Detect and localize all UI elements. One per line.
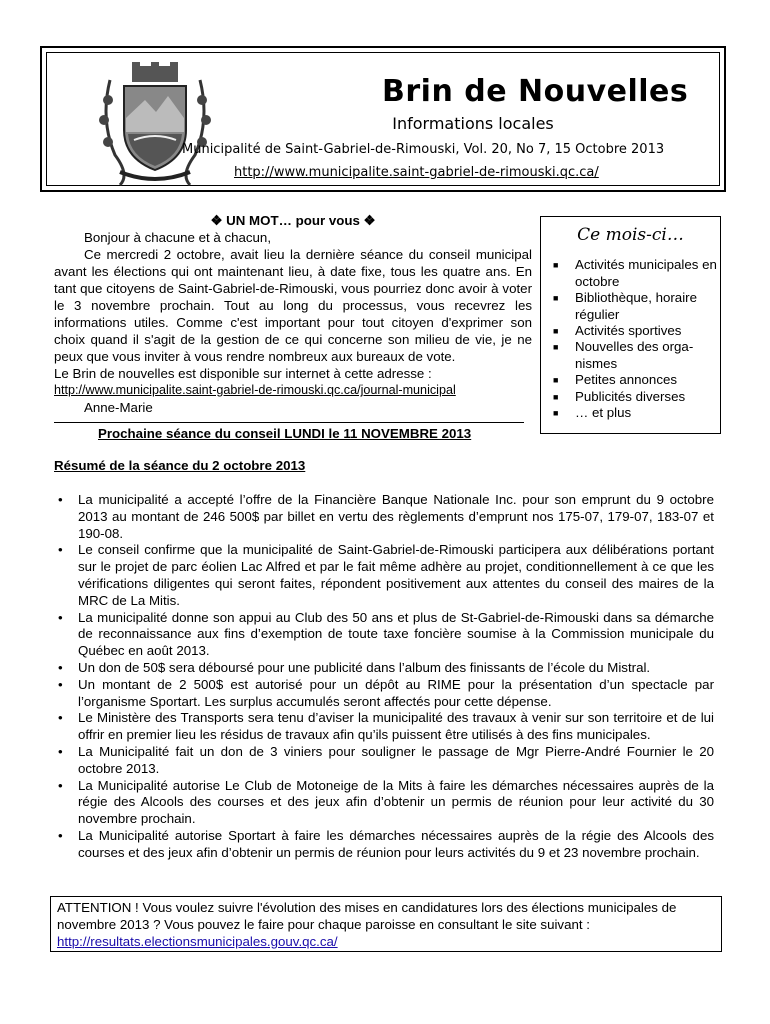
article-signature: Anne-Marie [84, 400, 153, 415]
newsletter-title: Brin de Nouvelles [382, 74, 689, 109]
summary-item: • La Municipalité fait un don de 3 viniers pour souligner le passage de Mgr Pierre-André Fournier le 20 octobre 2013. [58, 743, 714, 776]
list-item: ■ Nouvelles des orga-nismes [553, 339, 694, 371]
summary-item: • La municipalité a accepté l’offre de la Financière Banque Nationale Inc. pour son emprunt du 9 octobre 2013 au montant de 246 500$ par billet en vertu des règlements d’emprunt nos 175-07, 179-07, 183-07 et 190-08. [58, 492, 714, 541]
bullet-icon: • [58, 609, 63, 625]
meeting-summary-list [54, 492, 714, 862]
summary-item: • Un montant de 2 500$ est autorisé pour un dépôt au RIME pour la présentation d’un spectacle par l’organisme Sportart. Les surplus accumulés seront affectés pour cette dépense. [58, 676, 714, 709]
bullet-icon: • [58, 743, 63, 759]
this-month-list [541, 257, 720, 421]
newsletter-subtitle: Informations locales [392, 114, 554, 133]
article-paragraph: Ce mercredi 2 octobre, avait lieu la dernière séance du conseil municipal avant les élections qui ont maintenant lieu, à date fixe, tous les quatre ans. En tant que citoyens de Saint-Gabriel-de-Rimouski, vous pourriez donc avoir à voter le 3 novembre prochain. Tout au long du processus, vous recevrez les informations utiles. Comme c'est important pour tout citoyen d'exprimer son choix quand il s'agit de la gestion de ce qui concerne son milieu de vie, je ne peux que vous inviter à vous rendre nombreux aux bureaux de vote. [54, 247, 532, 364]
square-bullet-icon: ■ [553, 342, 559, 353]
summary-item: • Un don de 50$ sera déboursé pour une publicité dans l’album des finissants de l’école du Mistral. [58, 659, 651, 675]
square-bullet-icon: ■ [553, 260, 559, 271]
square-bullet-icon: ■ [553, 375, 559, 386]
list-item: ■ … et plus [553, 405, 632, 421]
square-bullet-icon: ■ [553, 408, 559, 419]
summary-item: • Le conseil confirme que la municipalité de Saint-Gabriel-de-Rimouski participera aux délibérations portant sur le projet de parc éolien Lac Alfred et par le fait même adhère au projet, conditionnellement à ce que les vérifications diligentes qui seront faites, répondent positivement aux attentes du conseil des maires de la MRC de La Mitis. [58, 542, 714, 608]
website-link[interactable]: http://www.municipalite.saint-gabriel-de-rimouski.qc.ca/ [234, 165, 599, 180]
square-bullet-icon: ■ [553, 391, 559, 402]
divider [54, 422, 524, 423]
bullet-icon: • [58, 710, 63, 726]
election-results-link[interactable]: http://resultats.electionsmunicipales.gouv.qc.ca/ [57, 933, 338, 949]
bullet-icon: • [58, 542, 63, 558]
article-heading: ❖ UN MOT… pour vous ❖ [210, 213, 376, 228]
attention-text: ATTENTION ! Vous voulez suivre l'évolution des mises en candidatures lors des élections municipales de novembre 2013 ? Vous pouvez le faire pour chaque paroisse en consultant le site suivant : [57, 900, 677, 932]
list-item: ■ Petites annonces [553, 372, 678, 388]
list-item: ■ Activités municipales en octobre [553, 257, 717, 289]
bullet-icon: • [58, 676, 63, 692]
summary-item: • La Municipalité autorise Le Club de Motoneige de la Mits à faire les démarches nécessaires auprès de la régie des Alcools des courses et des jeux afin d’obtenir un permis de réunion pour leur activité du 30 novembre prochain. [58, 777, 714, 827]
masthead [40, 46, 726, 192]
article-paragraph-web: Le Brin de nouvelles est disponible sur internet à cette adresse : [54, 366, 432, 381]
this-month-title: Ce mois-ci… [577, 225, 684, 245]
square-bullet-icon: ■ [553, 293, 559, 304]
article-greeting: Bonjour à chacune et à chacun, [84, 230, 272, 245]
attention-box [50, 896, 722, 952]
list-item: ■ Bibliothèque, horaire régulier [553, 290, 697, 322]
list-item: ■ Activités sportives [553, 323, 682, 339]
bullet-icon: • [58, 659, 63, 675]
list-item: ■ Publicités diverses [553, 388, 686, 404]
summary-item: • Le Ministère des Transports sera tenu d’aviser la municipalité des travaux à venir sur son territoire et de lui offrir en premier lieu les résidus de travaux afin qu’ils puissent être utilisés à des fins municipales. [58, 710, 714, 743]
bullet-icon: • [58, 492, 63, 507]
journal-link[interactable]: http://www.municipalite.saint-gabriel-de-rimouski.qc.ca/journal-municipal [54, 383, 456, 397]
summary-item: • La municipalité donne son appui au Club des 50 ans et plus de St-Gabriel-de-Rimouski dans sa démarche de reconnaissance aux fins d’exemption de toute taxe foncière soumise à la Commission municipale du Québec en août 2013. [58, 609, 714, 659]
editorial-article [54, 212, 532, 442]
square-bullet-icon: ■ [553, 326, 559, 337]
bullet-icon: • [58, 827, 63, 843]
bullet-icon: • [58, 777, 63, 793]
municipal-crest-icon [90, 60, 220, 190]
summary-title: Résumé de la séance du 2 octobre 2013 [54, 458, 306, 473]
summary-item: • La Municipalité autorise Sportart à faire les démarches nécessaires auprès de la régie des Alcools des courses et des jeux afin d’obtenir un permis de réunion pour leurs activités du 9 et 23 novembre prochain. [58, 827, 714, 860]
this-month-box [540, 216, 721, 434]
issue-info: Municipalité de Saint-Gabriel-de-Rimouski, Vol. 20, No 7, 15 Octobre 2013 [182, 142, 665, 157]
next-meeting-notice: Prochaine séance du conseil LUNDI le 11 NOVEMBRE 2013 [98, 426, 472, 441]
